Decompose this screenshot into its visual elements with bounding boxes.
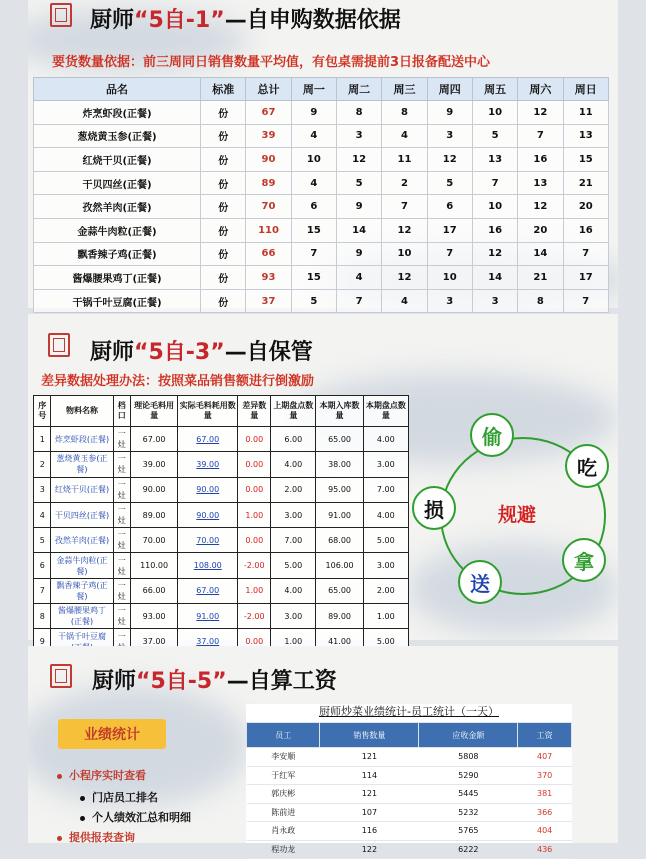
table-cell: 366 bbox=[518, 803, 572, 822]
bullet-subitem: 个人绩效汇总和明细 bbox=[80, 809, 191, 825]
column-header: 理论毛料用量 bbox=[130, 396, 177, 427]
column-header: 周二 bbox=[336, 78, 381, 101]
table-cell: 70.00 bbox=[130, 528, 177, 553]
table-cell: 3.00 bbox=[363, 553, 408, 578]
table-cell: 7.00 bbox=[363, 477, 408, 502]
column-header: 工资 bbox=[518, 723, 572, 748]
table-cell: 20 bbox=[563, 195, 608, 219]
table-cell: 7 bbox=[291, 242, 336, 266]
table-cell: 21 bbox=[563, 171, 608, 195]
table-cell: 21 bbox=[518, 266, 563, 290]
table-cell: 370 bbox=[518, 766, 572, 785]
table-cell: 407 bbox=[518, 748, 572, 767]
table-cell: 91.00 bbox=[316, 502, 363, 527]
table-cell: 10 bbox=[427, 266, 472, 290]
column-header: 员工 bbox=[247, 723, 320, 748]
table-cell: 孜然羊肉(正餐) bbox=[51, 528, 113, 553]
table-row bbox=[34, 148, 609, 172]
table-cell: 7 bbox=[563, 242, 608, 266]
table-cell: 4.00 bbox=[363, 502, 408, 527]
column-header: 周四 bbox=[427, 78, 472, 101]
table-cell: 11 bbox=[563, 101, 608, 125]
table-cell: 6222 bbox=[419, 840, 518, 859]
wage-stats-panel bbox=[246, 704, 572, 854]
table-cell: 90.00 bbox=[130, 477, 177, 502]
table-cell: 70.00 bbox=[178, 528, 238, 553]
table-cell: 红烧干贝(正餐) bbox=[34, 148, 201, 172]
column-header: 本期入库数量 bbox=[316, 396, 363, 427]
table-cell: 67.00 bbox=[178, 578, 238, 603]
table-cell: 14 bbox=[472, 266, 517, 290]
column-header: 周日 bbox=[563, 78, 608, 101]
table-cell: 65.00 bbox=[316, 578, 363, 603]
table-cell: 17 bbox=[427, 218, 472, 242]
table-cell: 12 bbox=[518, 101, 563, 125]
table-cell: 90.00 bbox=[178, 477, 238, 502]
table-cell: 9 bbox=[336, 195, 381, 219]
table-cell: 16 bbox=[518, 148, 563, 172]
bullet-subitem: 门店员工排名 bbox=[80, 789, 158, 805]
column-header: 周六 bbox=[518, 78, 563, 101]
seal-icon bbox=[50, 3, 72, 27]
table-cell: 13 bbox=[563, 124, 608, 148]
diagram-center-label: 规避 bbox=[498, 504, 537, 526]
table-cell: 114 bbox=[320, 766, 419, 785]
table-cell: 39.00 bbox=[130, 452, 177, 477]
table-cell: 金蒜牛肉粒(正餐) bbox=[34, 218, 201, 242]
table-cell: 121 bbox=[320, 748, 419, 767]
table-row bbox=[247, 766, 572, 785]
table-cell: 8 bbox=[34, 604, 51, 629]
table-cell: 干锅千叶豆腐(正餐) bbox=[34, 289, 201, 313]
node-damage: 损 bbox=[412, 486, 456, 530]
node-steal: 偷 bbox=[470, 413, 514, 457]
table-row bbox=[34, 289, 609, 313]
table-cell: 37.00 bbox=[178, 629, 238, 654]
table-cell: 酱爆腰果鸡丁(正餐) bbox=[34, 266, 201, 290]
section2-title: 厨师“5自-3”—自保管 bbox=[90, 340, 313, 365]
storage-variance-table bbox=[33, 395, 409, 655]
table-cell: 5765 bbox=[419, 822, 518, 841]
table-cell: 0.00 bbox=[238, 452, 271, 477]
table-cell: 1.00 bbox=[363, 604, 408, 629]
table-cell: 93 bbox=[246, 266, 291, 290]
table-row bbox=[34, 578, 409, 603]
purchase-table bbox=[33, 77, 609, 313]
table-cell: 12 bbox=[427, 148, 472, 172]
column-header: 差异数量 bbox=[238, 396, 271, 427]
table-cell: 91.00 bbox=[178, 604, 238, 629]
table-cell: 110.00 bbox=[130, 553, 177, 578]
table-row bbox=[34, 427, 409, 452]
table-cell: 11 bbox=[382, 148, 427, 172]
node-eat: 吃 bbox=[565, 444, 609, 488]
table-cell: 份 bbox=[201, 289, 246, 313]
section3-title: 厨师“5自-5”—自算工资 bbox=[92, 669, 337, 694]
table-cell: 436 bbox=[518, 840, 572, 859]
table-cell: 1.00 bbox=[238, 578, 271, 603]
table-cell: 3 bbox=[34, 477, 51, 502]
table-cell: 一灶 bbox=[113, 427, 130, 452]
table-cell: 程功龙 bbox=[247, 840, 320, 859]
column-header: 周三 bbox=[382, 78, 427, 101]
table-cell: 107 bbox=[320, 803, 419, 822]
table-cell: 116 bbox=[320, 822, 419, 841]
table-row bbox=[34, 101, 609, 125]
column-header: 应收金额 bbox=[419, 723, 518, 748]
bullet-dot-icon bbox=[80, 796, 85, 801]
table-cell: 16 bbox=[563, 218, 608, 242]
table-cell: 5 bbox=[34, 528, 51, 553]
table-cell: 于红军 bbox=[247, 766, 320, 785]
table-cell: 90.00 bbox=[178, 502, 238, 527]
table-cell: 10 bbox=[382, 242, 427, 266]
table-cell: 6.00 bbox=[271, 427, 316, 452]
table-cell: 金蒜牛肉粒(正餐) bbox=[51, 553, 113, 578]
table-cell: 5 bbox=[472, 124, 517, 148]
table-cell: 干贝四丝(正餐) bbox=[34, 171, 201, 195]
table-cell: 份 bbox=[201, 101, 246, 125]
table-cell: 0.00 bbox=[238, 528, 271, 553]
table-cell: 14 bbox=[518, 242, 563, 266]
table-cell: 一灶 bbox=[113, 502, 130, 527]
table-row bbox=[34, 266, 609, 290]
column-header: 销售数量 bbox=[320, 723, 419, 748]
table-cell: 2.00 bbox=[363, 578, 408, 603]
table-cell: 5.00 bbox=[363, 629, 408, 654]
table-cell: 12 bbox=[336, 148, 381, 172]
table-cell: 1 bbox=[34, 427, 51, 452]
table-cell: 红烧干贝(正餐) bbox=[51, 477, 113, 502]
table-cell: 37.00 bbox=[130, 629, 177, 654]
table-cell: 67 bbox=[246, 101, 291, 125]
table-cell: 飘香辣子鸡(正餐) bbox=[34, 242, 201, 266]
table-cell: 7 bbox=[382, 195, 427, 219]
table-cell: 份 bbox=[201, 195, 246, 219]
table-cell: 3.00 bbox=[363, 452, 408, 477]
table-cell: 20 bbox=[518, 218, 563, 242]
table-cell: 5.00 bbox=[271, 553, 316, 578]
bullet-dot-icon bbox=[57, 774, 62, 779]
table-row bbox=[247, 822, 572, 841]
table-cell: 一灶 bbox=[113, 452, 130, 477]
table-cell: 1.00 bbox=[271, 629, 316, 654]
table-cell: 67.00 bbox=[130, 427, 177, 452]
table-cell: 13 bbox=[472, 148, 517, 172]
table-row bbox=[247, 803, 572, 822]
column-header: 本期盘点数量 bbox=[363, 396, 408, 427]
table-cell: 7 bbox=[472, 171, 517, 195]
table-cell: 16 bbox=[472, 218, 517, 242]
wage-table bbox=[246, 722, 572, 859]
table-cell: 份 bbox=[201, 124, 246, 148]
seal-icon bbox=[48, 333, 70, 357]
table-cell: 66.00 bbox=[130, 578, 177, 603]
table-cell: 13 bbox=[518, 171, 563, 195]
table-cell: 8 bbox=[518, 289, 563, 313]
table-cell: 3 bbox=[472, 289, 517, 313]
table-row bbox=[34, 452, 409, 477]
table-cell: 一灶 bbox=[113, 604, 130, 629]
table-cell: 39.00 bbox=[178, 452, 238, 477]
table-cell: 6 bbox=[427, 195, 472, 219]
table-cell: 89.00 bbox=[316, 604, 363, 629]
table-cell: 葱烧黄玉参(正餐) bbox=[34, 124, 201, 148]
table-cell: 108.00 bbox=[178, 553, 238, 578]
bullet-item: 提供报表查询 bbox=[57, 829, 135, 845]
column-header: 上期盘点数量 bbox=[271, 396, 316, 427]
bullet-item: 小程序实时查看 bbox=[57, 767, 146, 783]
table-row bbox=[34, 171, 609, 195]
table-row bbox=[34, 218, 609, 242]
table-cell: 干锅千叶豆腐 bbox=[51, 629, 113, 654]
table-cell: 10 bbox=[472, 195, 517, 219]
table-cell: 5 bbox=[427, 171, 472, 195]
table-cell: 37 bbox=[246, 289, 291, 313]
table-row bbox=[34, 477, 409, 502]
table-cell: 炸烹虾段(正餐) bbox=[34, 101, 201, 125]
table-cell: 5808 bbox=[419, 748, 518, 767]
table-cell: 4.00 bbox=[271, 578, 316, 603]
table-cell: 68.00 bbox=[316, 528, 363, 553]
table-cell: 8 bbox=[382, 101, 427, 125]
table-cell: 3 bbox=[427, 289, 472, 313]
bullet-dot-icon bbox=[57, 836, 62, 841]
table-row bbox=[34, 604, 409, 629]
table-cell: 93.00 bbox=[130, 604, 177, 629]
table-cell: 份 bbox=[201, 218, 246, 242]
table-cell: 6 bbox=[34, 553, 51, 578]
table-cell: 4.00 bbox=[271, 452, 316, 477]
table-cell: 一灶 bbox=[113, 528, 130, 553]
column-header: 档口 bbox=[113, 396, 130, 427]
table-cell: 一 bbox=[113, 629, 130, 654]
column-header: 品名 bbox=[34, 78, 201, 101]
table-cell: 2.00 bbox=[271, 477, 316, 502]
column-header: 标准 bbox=[201, 78, 246, 101]
table-cell: 0.00 bbox=[238, 427, 271, 452]
table-cell: 9 bbox=[291, 101, 336, 125]
table-cell: 5 bbox=[336, 171, 381, 195]
table-cell: 7 bbox=[427, 242, 472, 266]
table-cell: 121 bbox=[320, 785, 419, 804]
table-cell: 67.00 bbox=[178, 427, 238, 452]
table-cell: 12 bbox=[472, 242, 517, 266]
table-row bbox=[247, 785, 572, 804]
table-row bbox=[34, 553, 409, 578]
table-cell: 1.00 bbox=[238, 502, 271, 527]
wage-table-title: 厨师炒菜业绩统计-员工统计（一天） bbox=[319, 705, 499, 718]
node-take: 拿 bbox=[562, 538, 606, 582]
table-cell: 10 bbox=[472, 101, 517, 125]
table-row bbox=[247, 748, 572, 767]
section1-title: 厨师“5自-1”—自申购数据依据 bbox=[90, 8, 401, 33]
column-header: 周五 bbox=[472, 78, 517, 101]
table-cell: 7 bbox=[563, 289, 608, 313]
table-cell: 381 bbox=[518, 785, 572, 804]
bullet-dot-icon bbox=[80, 816, 85, 821]
table-cell: 郭庆彬 bbox=[247, 785, 320, 804]
section1-subtitle: 要货数量依据：前三周同日销售数量平均值，有包桌需提前3日报备配送中心 bbox=[52, 55, 491, 70]
table-cell: 份 bbox=[201, 148, 246, 172]
table-cell: 3.00 bbox=[271, 604, 316, 629]
table-cell: 6 bbox=[291, 195, 336, 219]
table-cell: -2.00 bbox=[238, 553, 271, 578]
table-cell: 李安顺 bbox=[247, 748, 320, 767]
table-cell: 15 bbox=[291, 266, 336, 290]
table-cell: 7.00 bbox=[271, 528, 316, 553]
table-cell: 酱爆腰果鸡丁(正餐) bbox=[51, 604, 113, 629]
table-cell: 炸烹虾段(正餐) bbox=[51, 427, 113, 452]
table-cell: 89.00 bbox=[130, 502, 177, 527]
table-cell: 9 bbox=[34, 629, 51, 654]
table-cell: 3.00 bbox=[271, 502, 316, 527]
table-cell: 95.00 bbox=[316, 477, 363, 502]
table-cell: 70 bbox=[246, 195, 291, 219]
column-header: 总计 bbox=[246, 78, 291, 101]
table-cell: 122 bbox=[320, 840, 419, 859]
table-cell: 15 bbox=[291, 218, 336, 242]
table-cell: 7 bbox=[336, 289, 381, 313]
table-cell: 5445 bbox=[419, 785, 518, 804]
table-cell: 66 bbox=[246, 242, 291, 266]
table-cell: 7 bbox=[518, 124, 563, 148]
table-cell: 一灶 bbox=[113, 477, 130, 502]
table-cell: 7 bbox=[34, 578, 51, 603]
table-cell: 4 bbox=[336, 266, 381, 290]
table-cell: 份 bbox=[201, 266, 246, 290]
table-cell: 10 bbox=[291, 148, 336, 172]
node-give: 送 bbox=[458, 560, 502, 604]
table-cell: 2 bbox=[34, 452, 51, 477]
table-cell: 陈前进 bbox=[247, 803, 320, 822]
table-cell: 5290 bbox=[419, 766, 518, 785]
table-cell: 干贝四丝(正餐) bbox=[51, 502, 113, 527]
performance-badge: 业绩统计 bbox=[58, 719, 166, 749]
table-cell: 0.00 bbox=[238, 477, 271, 502]
table-row bbox=[34, 502, 409, 527]
table-cell: 葱烧黄玉参(正餐) bbox=[51, 452, 113, 477]
table-cell: 9 bbox=[427, 101, 472, 125]
table-cell: 孜然羊肉(正餐) bbox=[34, 195, 201, 219]
table-cell: 14 bbox=[336, 218, 381, 242]
table-cell: 4 bbox=[291, 171, 336, 195]
table-cell: 41.00 bbox=[316, 629, 363, 654]
column-header: 序号 bbox=[34, 396, 51, 427]
table-cell: 3 bbox=[427, 124, 472, 148]
table-row bbox=[34, 528, 409, 553]
table-cell: 106.00 bbox=[316, 553, 363, 578]
table-cell: 110 bbox=[246, 218, 291, 242]
table-row bbox=[34, 242, 609, 266]
table-cell: 一灶 bbox=[113, 553, 130, 578]
table-cell: 5.00 bbox=[363, 528, 408, 553]
table-cell: 15 bbox=[563, 148, 608, 172]
table-cell: 17 bbox=[563, 266, 608, 290]
table-cell: 4 bbox=[291, 124, 336, 148]
table-cell: 2 bbox=[382, 171, 427, 195]
table-cell: 肖永政 bbox=[247, 822, 320, 841]
table-cell: 4 bbox=[34, 502, 51, 527]
column-header: 实际毛料耗用数量 bbox=[178, 396, 238, 427]
table-cell: -2.00 bbox=[238, 604, 271, 629]
table-cell: 4 bbox=[382, 289, 427, 313]
table-cell: 12 bbox=[518, 195, 563, 219]
table-cell: 89 bbox=[246, 171, 291, 195]
table-cell: 4 bbox=[382, 124, 427, 148]
table-cell: 一灶 bbox=[113, 578, 130, 603]
table-cell: 9 bbox=[336, 242, 381, 266]
table-cell: 5 bbox=[291, 289, 336, 313]
table-cell: 39 bbox=[246, 124, 291, 148]
table-cell: 4.00 bbox=[363, 427, 408, 452]
column-header: 周一 bbox=[291, 78, 336, 101]
table-cell: 65.00 bbox=[316, 427, 363, 452]
table-cell: 404 bbox=[518, 822, 572, 841]
seal-icon bbox=[50, 664, 72, 688]
table-cell: 12 bbox=[382, 218, 427, 242]
column-header: 物料名称 bbox=[51, 396, 113, 427]
table-cell: 12 bbox=[382, 266, 427, 290]
table-cell: 8 bbox=[336, 101, 381, 125]
table-row bbox=[34, 124, 609, 148]
table-cell: 份 bbox=[201, 171, 246, 195]
table-cell: 3 bbox=[336, 124, 381, 148]
table-cell: 飘香辣子鸡(正餐) bbox=[51, 578, 113, 603]
table-cell: 90 bbox=[246, 148, 291, 172]
table-cell: 份 bbox=[201, 242, 246, 266]
section2-subtitle: 差异数据处理办法：按照菜品销售额进行倒激励 bbox=[41, 374, 315, 389]
table-cell: 38.00 bbox=[316, 452, 363, 477]
table-cell: 5232 bbox=[419, 803, 518, 822]
table-cell: 0.00 bbox=[238, 629, 271, 654]
table-row bbox=[34, 195, 609, 219]
